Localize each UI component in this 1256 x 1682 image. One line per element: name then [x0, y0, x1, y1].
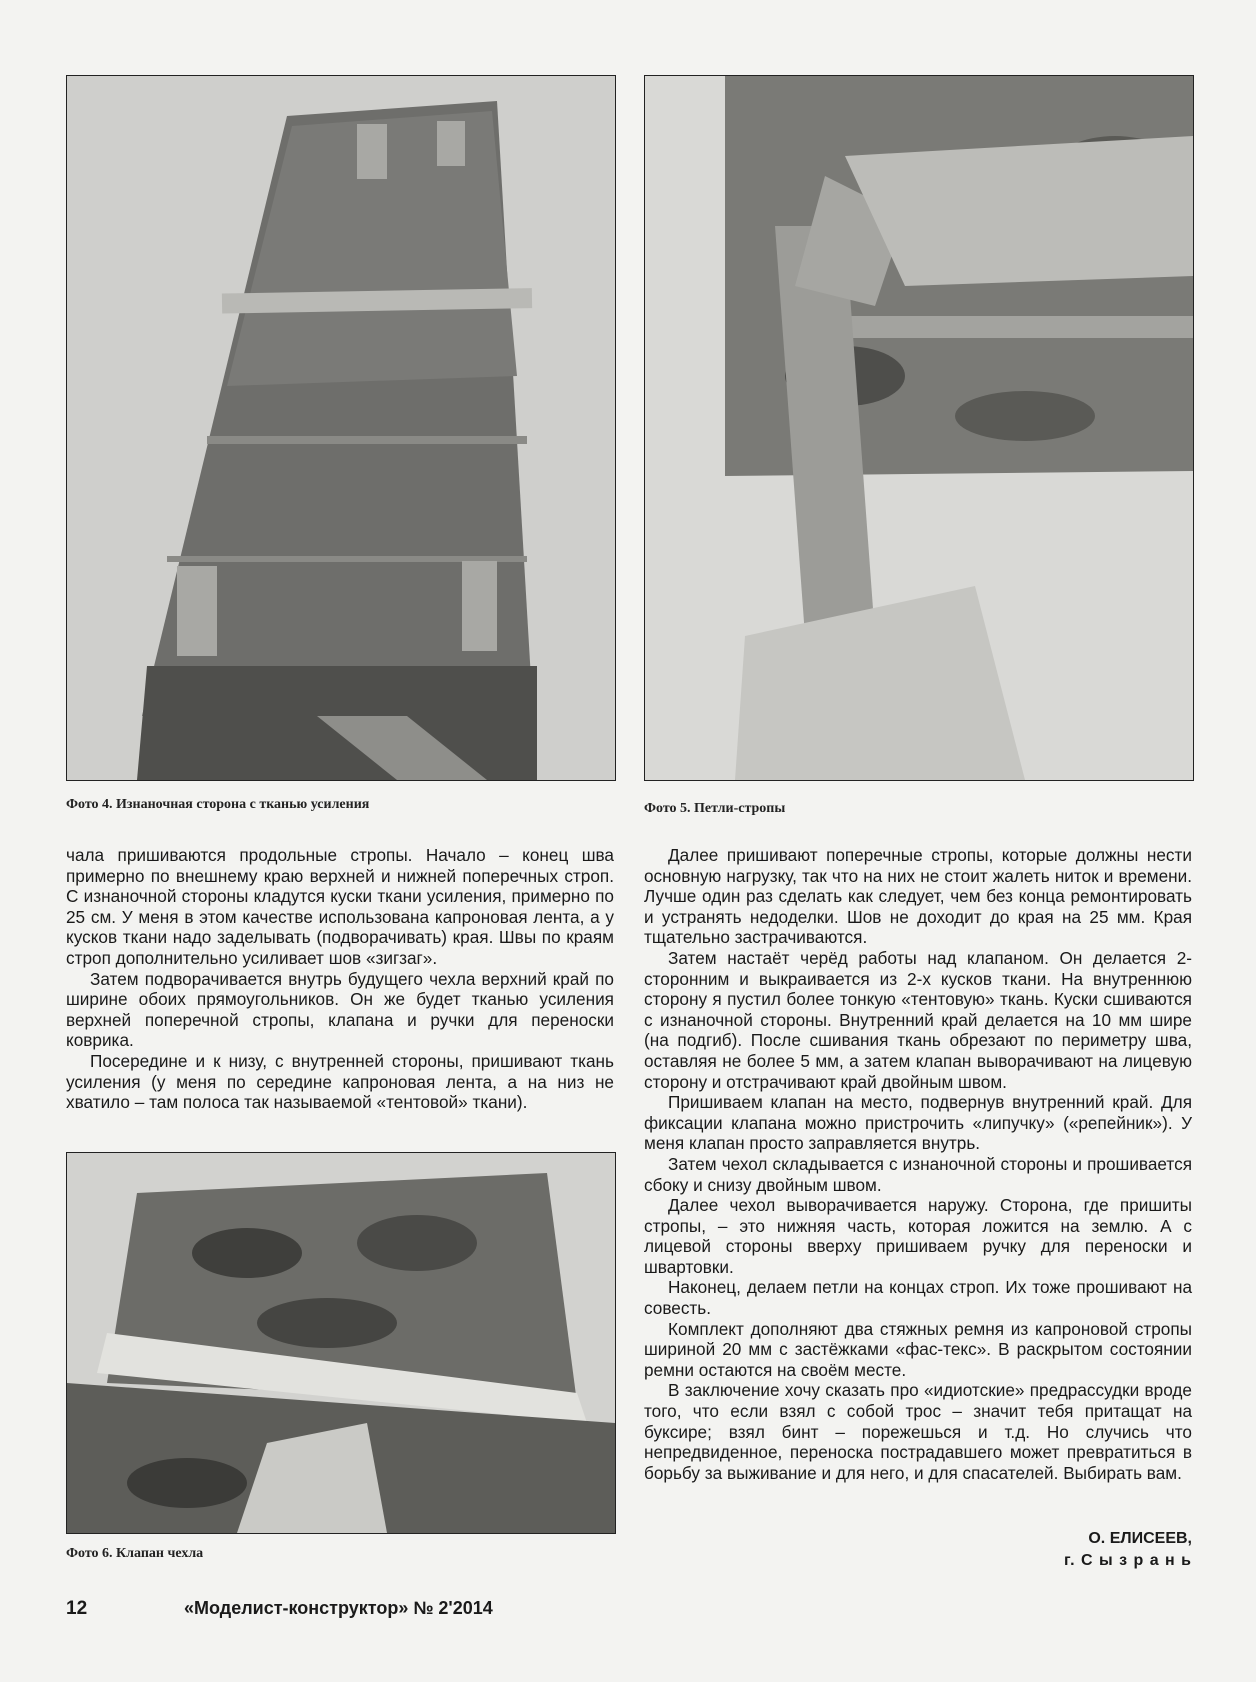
right-paragraph: Далее пришивают поперечные стропы, которые должны нести основную нагрузку, так что на них не стоит жалеть ниток и времени. Лучше один раз сделать как следует, чем без конца ремонтировать и устранять недоделки. Шов не доходит до края на 25 мм. Края тщательно застрачиваются.	[644, 845, 1192, 948]
left-paragraph: Затем подворачивается внутрь будущего чехла верхний край по ширине обоих прямоугольников. Он же будет тканью усиления верхней поперечной стропы, клапана и ручки для переноски коврика.	[66, 968, 614, 1051]
left-column	[66, 845, 614, 1113]
photo-6	[66, 1152, 616, 1534]
author-name: О. ЕЛИСЕЕВ,	[1088, 1530, 1192, 1547]
right-paragraph: Затем чехол складывается с изнаночной стороны и прошивается сбоку и снизу двойным швом.	[644, 1153, 1192, 1195]
right-column	[644, 845, 1192, 1483]
photo-4-caption: Фото 4. Изнаночная сторона с тканью усиления	[66, 797, 370, 812]
photo-cover-flap-icon	[67, 1153, 615, 1533]
photo-5	[644, 75, 1194, 781]
author-city: г. С ы з р а н ь	[1064, 1552, 1192, 1569]
right-paragraph: Затем настаёт черёд работы над клапаном. Он делается 2-сторонним и выкраивается из 2-х кусков ткани. На внутреннюю сторону я пустил более тонкую «тентовую» ткань. Куски сшиваются с изнаночной стороны. Внутренний край делается на 10 мм шире (на подгиб). После сшивания ткань обрезают по периметру шва, оставляя не более 5 мм, а затем клапан выворачивают на лицевую сторону и отстрачивают край двойным швом.	[644, 947, 1192, 1092]
signature	[1064, 1530, 1192, 1570]
photo-5-caption: Фото 5. Петли-стропы	[644, 801, 786, 816]
right-paragraph: Комплект дополняют два стяжных ремня из капроновой стропы шириной 20 мм с застёжками «фас-текс». В раскрытом состоянии ремни остаются на своём месте.	[644, 1318, 1192, 1380]
right-paragraph: Наконец, делаем петли на концах строп. Их тоже прошивают на совесть.	[644, 1277, 1192, 1319]
photo-4	[66, 75, 616, 781]
right-paragraph: Далее чехол выворачивается наружу. Сторона, где пришиты стропы, – это нижняя часть, которая ложится на землю. А с лицевой стороны вверху пришиваем ручку для переноски и швартовки.	[644, 1195, 1192, 1277]
left-paragraph: Посередине и к низу, с внутренней стороны, пришивают ткань усиления (у меня по середине капроновая лента, а на низ не хватило – там полоса так называемой «тентовой» ткани).	[66, 1050, 614, 1113]
left-paragraph: чала пришиваются продольные стропы. Начало – конец шва примерно по внешнему краю верхней и нижней поперечных строп. С изнаночной стороны кладутся куски ткани усиления, примерно по 25 см. У меня в этом качестве использована капроновая лента, а у кусков ткани надо заделывать (подворачивать) края. Швы по краям строп дополнительно усиливает шов «зигзаг».	[66, 845, 614, 968]
page-number: 12	[66, 1598, 88, 1619]
magazine-title: «Моделист-конструктор» № 2'2014	[184, 1598, 493, 1618]
photo-strap-loops-icon	[645, 76, 1193, 780]
right-paragraph: Пришиваем клапан на место, подвернув внутренний край. Для фиксации клапана можно пристрочить «липучку» («репейник»). У меня клапан просто заправляется внутрь.	[644, 1092, 1192, 1154]
right-paragraph: В заключение хочу сказать про «идиотские» предрассудки вроде того, что если взял с собой трос – значит тебя притащат на буксире; взял бинт – порежешься и т.д. Но случись что непредвиденное, переноска пострадавшего может превратиться в борьбу за выживание и для него, и для спасателей. Выбирать вам.	[644, 1380, 1192, 1483]
photo-6-caption: Фото 6. Клапан чехла	[66, 1546, 204, 1561]
photo-mat-underside-icon	[67, 76, 615, 780]
